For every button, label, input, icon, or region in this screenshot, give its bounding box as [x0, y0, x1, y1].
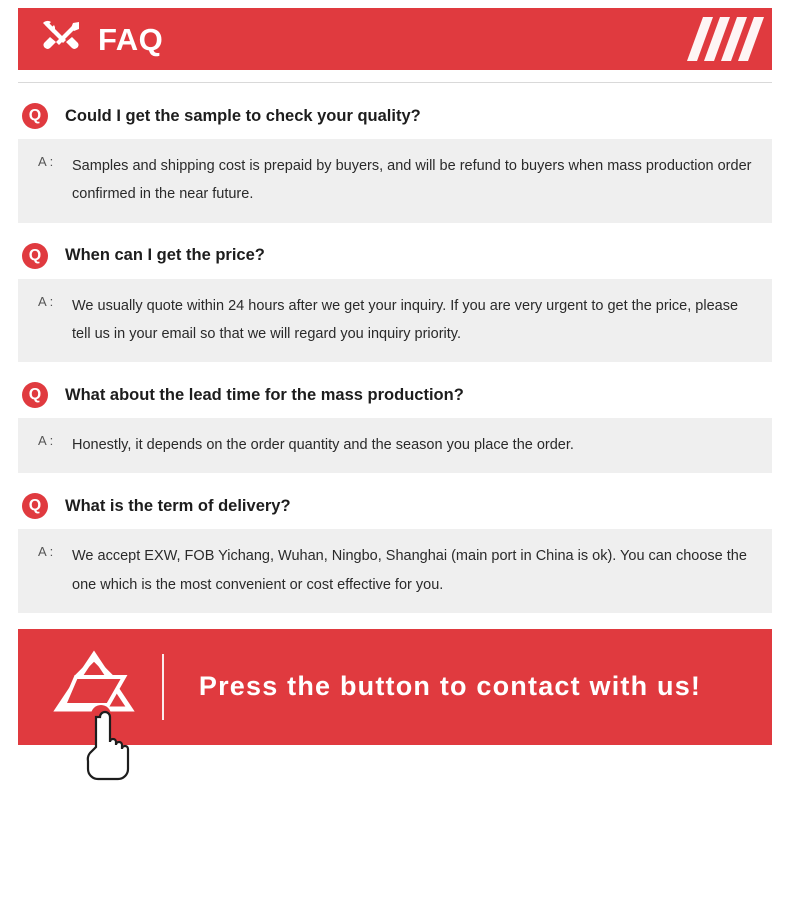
- faq-item: [18, 97, 772, 223]
- pointing-hand-icon: [80, 701, 136, 783]
- faq-answer-box: [18, 279, 772, 363]
- faq-question: When can I get the price?: [65, 246, 265, 265]
- faq-answer: We accept EXW, FOB Yichang, Wuhan, Ningbo, Shanghai (main port in China is ok). You can choose the one which is the most convenient or cost effective for you.: [72, 548, 747, 593]
- question-badge: Q: [22, 493, 48, 519]
- faq-question: What is the term of delivery?: [65, 496, 291, 515]
- faq-item: [18, 376, 772, 473]
- page-title: FAQ: [98, 21, 164, 57]
- question-badge: Q: [22, 382, 48, 408]
- cta-divider: [162, 654, 164, 720]
- question-badge: Q: [22, 243, 48, 269]
- faq-answer: Honestly, it depends on the order quantity and the season you place the order.: [72, 437, 574, 454]
- faq-list: [18, 83, 772, 613]
- faq-answer: We usually quote within 24 hours after we get your inquiry. If you are very urgent to get the price, please tell us in your email so that we will regard you inquiry priority.: [72, 297, 739, 342]
- faq-question-row: [18, 487, 772, 529]
- answer-label: A :: [38, 154, 54, 169]
- faq-answer: Samples and shipping cost is prepaid by buyers, and will be refund to buyers when mass production order confirmed in the near future.: [72, 158, 752, 203]
- faq-answer-box: [18, 418, 772, 473]
- faq-question-row: [18, 97, 772, 139]
- faq-answer-box: [18, 529, 772, 613]
- faq-question: Could I get the sample to check your quality?: [65, 106, 421, 125]
- question-badge: Q: [22, 103, 48, 129]
- answer-label: A :: [38, 293, 54, 309]
- faq-item: [18, 237, 772, 363]
- cta-text: Press the button to contact with us!: [198, 671, 702, 702]
- answer-label: A :: [38, 433, 54, 449]
- faq-question-row: [18, 376, 772, 418]
- faq-answer-box: [18, 139, 772, 223]
- faq-page: [0, 8, 790, 903]
- faq-header: [18, 8, 772, 70]
- tools-icon: [38, 16, 84, 62]
- faq-item: [18, 487, 772, 613]
- faq-question: What about the lead time for the mass production?: [65, 385, 464, 404]
- contact-cta-banner[interactable]: [18, 629, 772, 745]
- faq-question-row: [18, 237, 772, 279]
- decorative-slashes: [688, 8, 756, 70]
- answer-label: A :: [38, 544, 54, 560]
